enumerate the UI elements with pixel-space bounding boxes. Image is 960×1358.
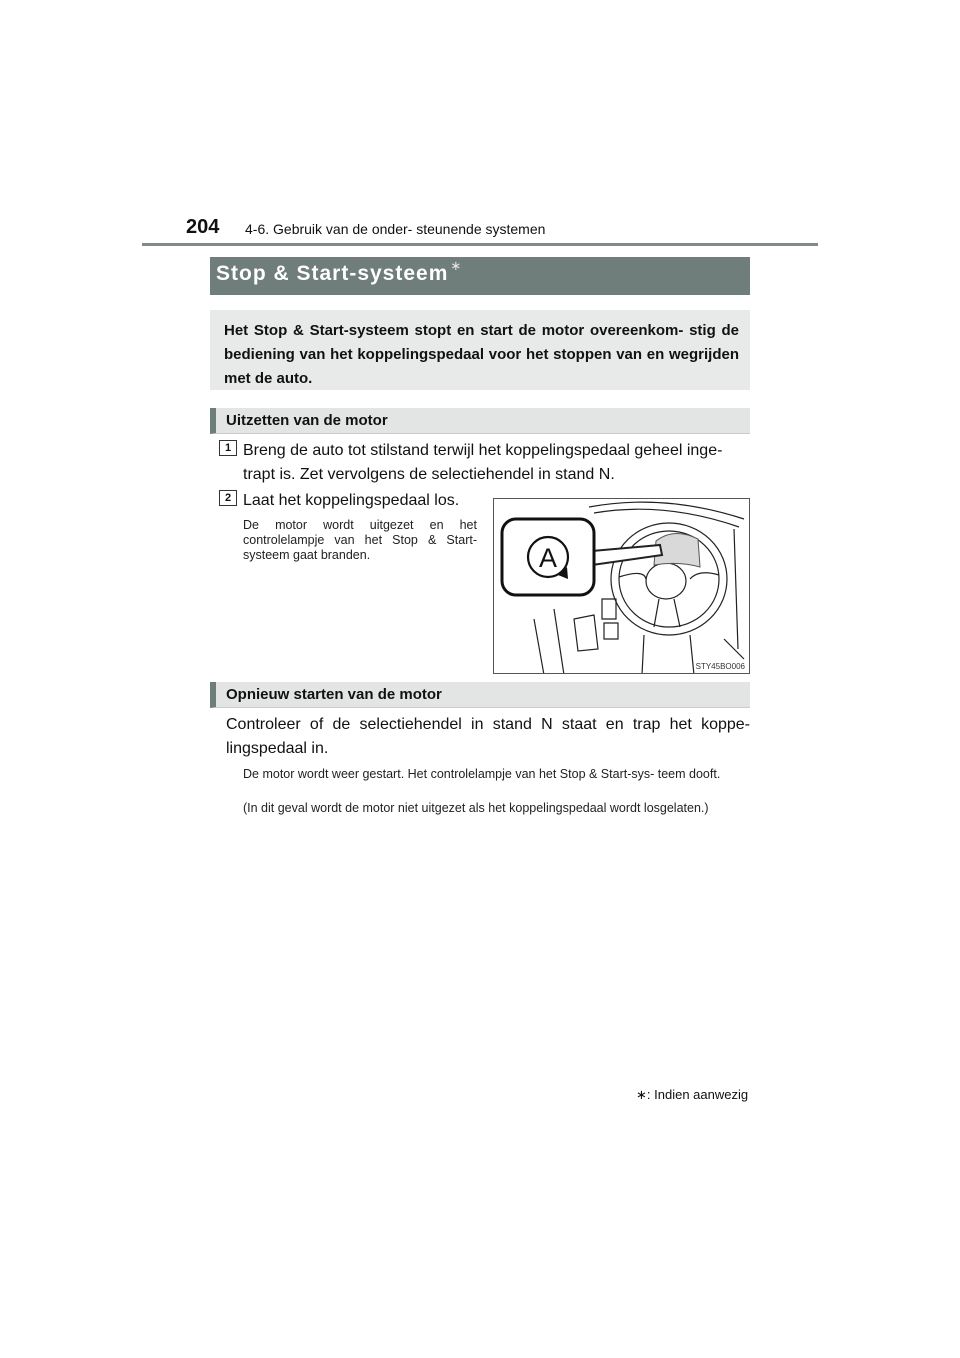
step-2-badge: 2	[219, 490, 237, 506]
footnote-asterisk-icon: ∗	[636, 1087, 647, 1102]
figure-code: STY45BO006	[695, 662, 745, 671]
step-2-text: Laat het koppelingspedaal los.	[243, 492, 460, 509]
section-title-text: Stop & Start-systeem	[216, 262, 449, 285]
section-title-bar	[210, 257, 750, 295]
step-1-line-1: Breng de auto tot stilstand terwijl het koppelingspedaal geheel inge-	[243, 442, 723, 459]
subheading-engine-off-text: Uitzetten van de motor	[226, 412, 388, 429]
chapter-title: 4-6. Gebruik van de onder- steunende systemen	[245, 221, 546, 237]
subheading-restart	[210, 682, 750, 708]
restart-note-1: De motor wordt weer gestart. Het controlelampje van het Stop & Start-sys- teem dooft.	[243, 767, 721, 781]
callout-letter: A	[538, 543, 558, 573]
subheading-restart-text: Opnieuw starten van de motor	[226, 686, 442, 703]
subheading-engine-off	[210, 408, 750, 434]
step-1-text	[243, 439, 750, 487]
dashboard-illustration	[493, 498, 750, 674]
steering-wheel-drawing	[494, 499, 750, 674]
step-2-note: De motor wordt uitgezet en het controlelampje van het Stop & Start-systeem gaat branden.	[243, 518, 477, 562]
intro-text: Het Stop & Start-systeem stopt en start de motor overeenkom- stig de bediening van het koppelingspedaal voor het stoppen van en wegrijden met de auto.	[224, 322, 739, 387]
footnote	[636, 1087, 748, 1103]
step-1-line-2: trapt is. Zet vervolgens de selectiehendel in stand N.	[243, 466, 615, 483]
restart-note-2: (In dit geval wordt de motor niet uitgezet als het koppelingspedaal wordt losgelaten.)	[243, 801, 709, 815]
restart-text: Controleer of de selectiehendel in stand N staat en trap het koppe- lingspedaal in.	[226, 716, 750, 757]
section-title	[216, 258, 463, 286]
header-divider	[142, 243, 818, 246]
intro-box	[210, 310, 750, 390]
asterisk-icon: ∗	[450, 258, 463, 273]
footnote-text: : Indien aanwezig	[646, 1087, 749, 1102]
step-1-badge: 1	[219, 440, 237, 456]
page-number: 204	[186, 216, 220, 238]
